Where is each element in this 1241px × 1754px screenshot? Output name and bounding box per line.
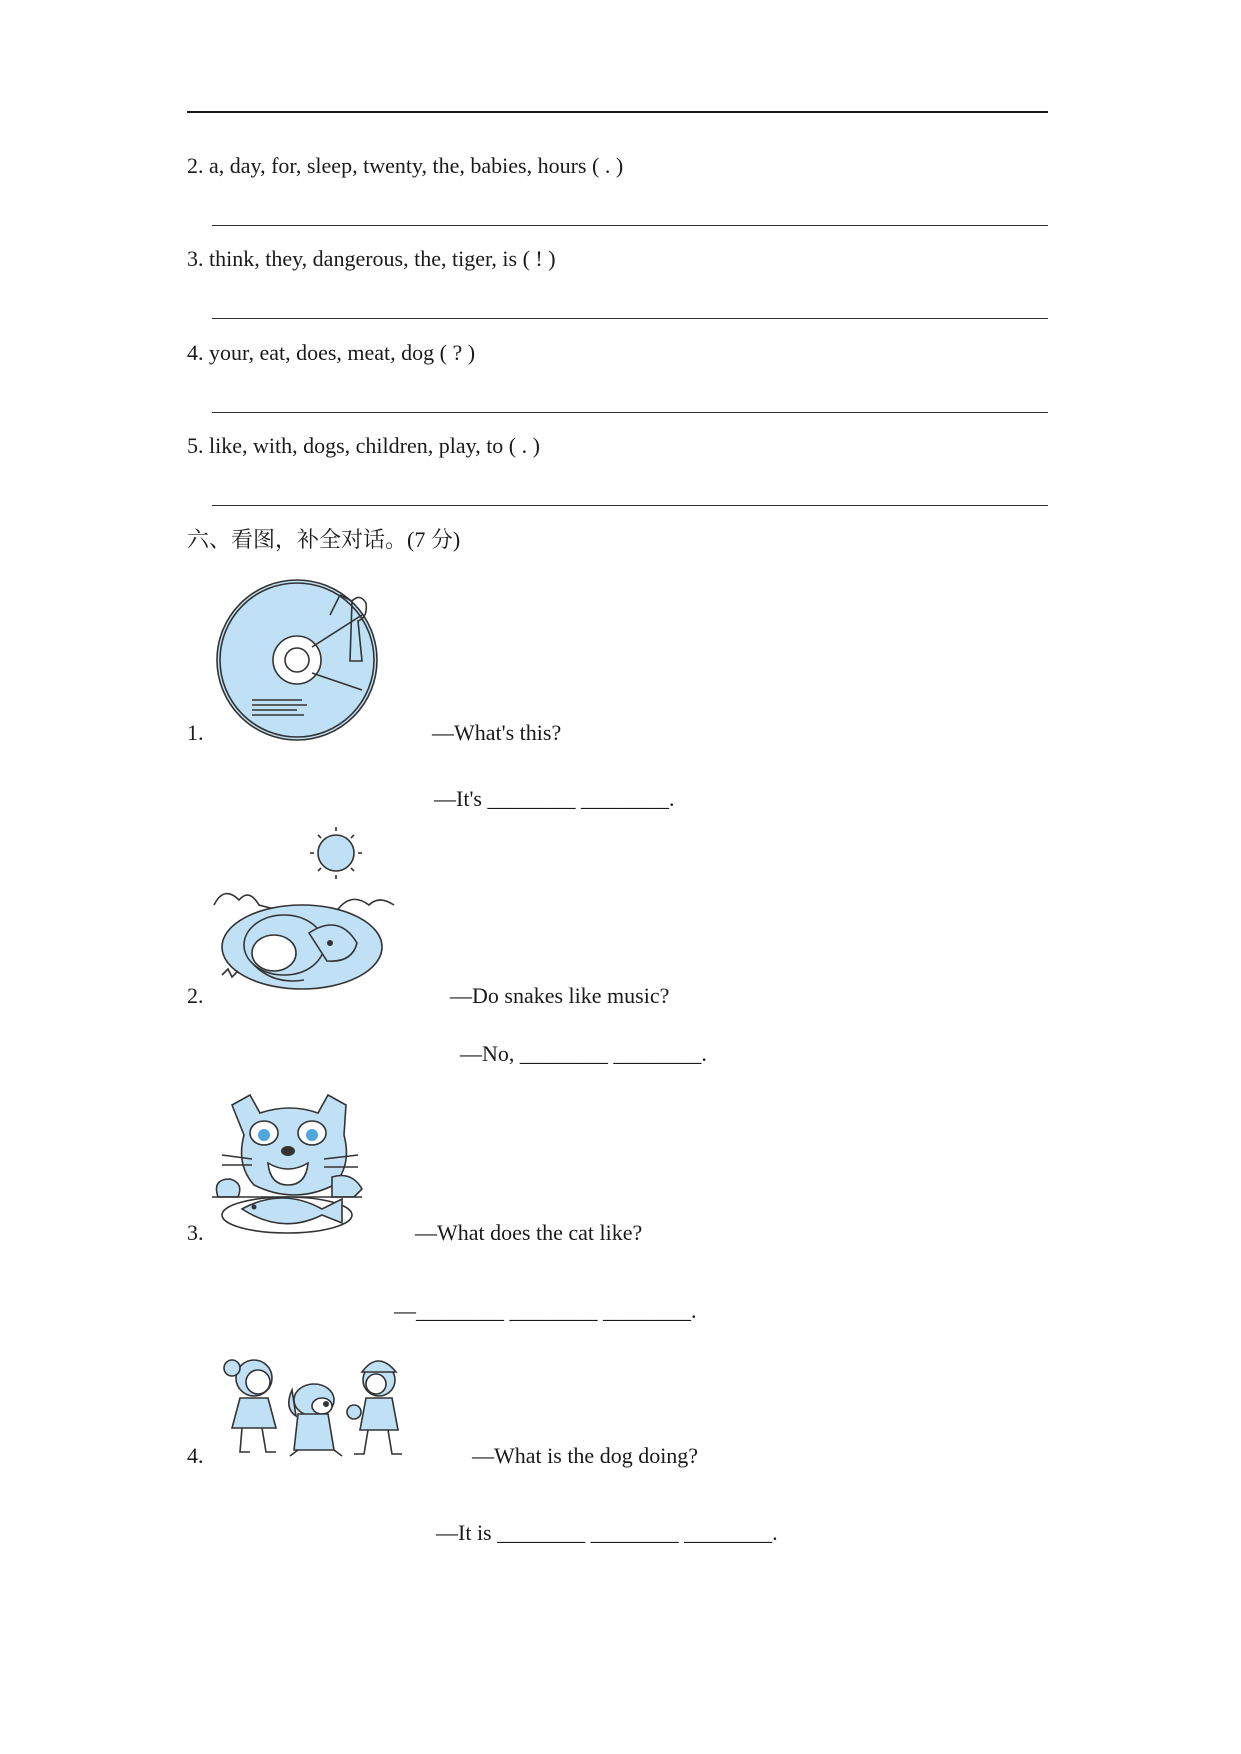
item3-number: 3.	[187, 1220, 204, 1245]
cd-disc-icon	[212, 575, 382, 745]
reorder-item-4: 4. your, eat, does, meat, dog ( ? )	[187, 340, 476, 365]
reorder-item-2: 2. a, day, for, sleep, twenty, the, babies, hours ( . )	[187, 153, 624, 178]
item4-answer[interactable]: —It is ________ ________ ________.	[436, 1520, 778, 1545]
answer-line-4[interactable]	[212, 412, 1048, 413]
snake-picture	[214, 825, 399, 1000]
item3-question: —What does the cat like?	[415, 1220, 643, 1245]
item4-question: —What is the dog doing?	[472, 1443, 699, 1468]
answer-line-3[interactable]	[212, 318, 1048, 319]
answer-line-2[interactable]	[212, 225, 1048, 226]
item4-number: 4.	[187, 1443, 204, 1468]
children-and-dog-picture	[214, 1350, 419, 1465]
item1-number: 1.	[187, 720, 204, 745]
top-answer-rule	[187, 111, 1048, 113]
item1-question: —What's this?	[432, 720, 562, 745]
item2-answer[interactable]: —No, ________ ________.	[460, 1041, 707, 1066]
reorder-item-5: 5. like, with, dogs, children, play, to ( . )	[187, 433, 540, 458]
item2-number: 2.	[187, 983, 204, 1008]
section6-heading: 六、看图，补全对话。(7 分)	[187, 527, 461, 552]
reorder-item-3: 3. think, they, dangerous, the, tiger, is ( ! )	[187, 246, 556, 271]
cat-with-fish-picture	[212, 1085, 372, 1240]
item3-answer[interactable]: —________ ________ ________.	[394, 1298, 697, 1323]
item1-answer[interactable]: —It's ________ ________.	[434, 786, 675, 811]
answer-line-5[interactable]	[212, 505, 1048, 506]
item2-question: —Do snakes like music?	[450, 983, 670, 1008]
